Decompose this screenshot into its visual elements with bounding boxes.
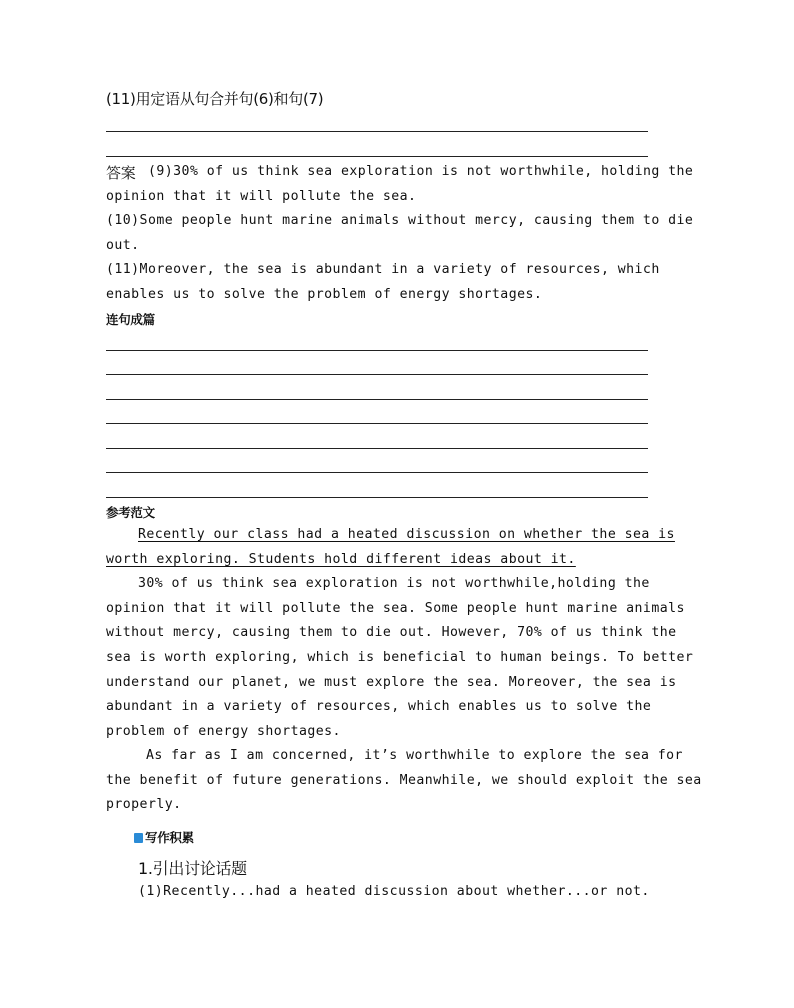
essay-paragraph-2-line: sea is worth exploring, which is beneficial to human beings. To better bbox=[106, 650, 694, 665]
essay-paragraph-2-line: 30% of us think sea exploration is not worthwhile,holding the bbox=[138, 576, 650, 591]
essay-paragraph-1-line-1: Recently our class had a heated discussion on whether the sea is bbox=[138, 527, 675, 542]
writing-blank-line bbox=[106, 448, 648, 449]
answer-label: 答案 bbox=[106, 164, 136, 182]
answer-11-line-1: (11)Moreover, the sea is abundant in a variety of resources, which bbox=[106, 262, 660, 277]
writing-blank-line bbox=[106, 374, 648, 375]
writing-blank-line bbox=[106, 350, 648, 351]
answer-blank-line bbox=[106, 131, 648, 132]
task-11-heading: (11)用定语从句合并句(6)和句(7) bbox=[106, 90, 324, 108]
writing-blank-line bbox=[106, 472, 648, 473]
answer-10-line-1: (10)Some people hunt marine animals without mercy, causing them to die bbox=[106, 213, 694, 228]
essay-paragraph-2-line: understand our planet, we must explore the sea. Moreover, the sea is bbox=[106, 675, 677, 690]
writing-item-1-title: 1.引出讨论话题 bbox=[138, 859, 247, 878]
answer-10-line-2: out. bbox=[106, 238, 140, 253]
essay-paragraph-3-line: the benefit of future generations. Meanwhile, we should exploit the sea bbox=[106, 773, 702, 788]
writing-item-1-example: (1)Recently...had a heated discussion about whether...or not. bbox=[138, 884, 650, 899]
answer-11-line-2: enables us to solve the problem of energy shortages. bbox=[106, 287, 543, 302]
essay-paragraph-2-line: opinion that it will pollute the sea. Some people hunt marine animals bbox=[106, 601, 685, 616]
essay-paragraph-2-line: without mercy, causing them to die out. However, 70% of us think the bbox=[106, 625, 677, 640]
essay-paragraph-2-line: abundant in a variety of resources, which enables us to solve the bbox=[106, 699, 652, 714]
writing-blank-line bbox=[106, 497, 648, 498]
writing-blank-line bbox=[106, 423, 648, 424]
section-writing-heading bbox=[134, 828, 194, 846]
section-compose-heading: 连句成篇 bbox=[106, 312, 155, 327]
section-reference-heading: 参考范文 bbox=[106, 505, 155, 520]
answer-blank-line bbox=[106, 156, 648, 157]
book-icon bbox=[134, 833, 143, 843]
answer-9-line-2: opinion that it will pollute the sea. bbox=[106, 189, 417, 204]
answer-9-line-1: (9)30% of us think sea exploration is not worthwhile, holding the bbox=[148, 164, 694, 179]
essay-paragraph-3-line: properly. bbox=[106, 797, 182, 812]
essay-paragraph-3-line: As far as I am concerned, it’s worthwhile to explore the sea for bbox=[146, 748, 683, 763]
essay-paragraph-2-line: problem of energy shortages. bbox=[106, 724, 341, 739]
section-writing-label: 写作积累 bbox=[145, 830, 194, 845]
essay-paragraph-1-line-2: worth exploring. Students hold different ideas about it. bbox=[106, 552, 576, 567]
writing-blank-line bbox=[106, 399, 648, 400]
